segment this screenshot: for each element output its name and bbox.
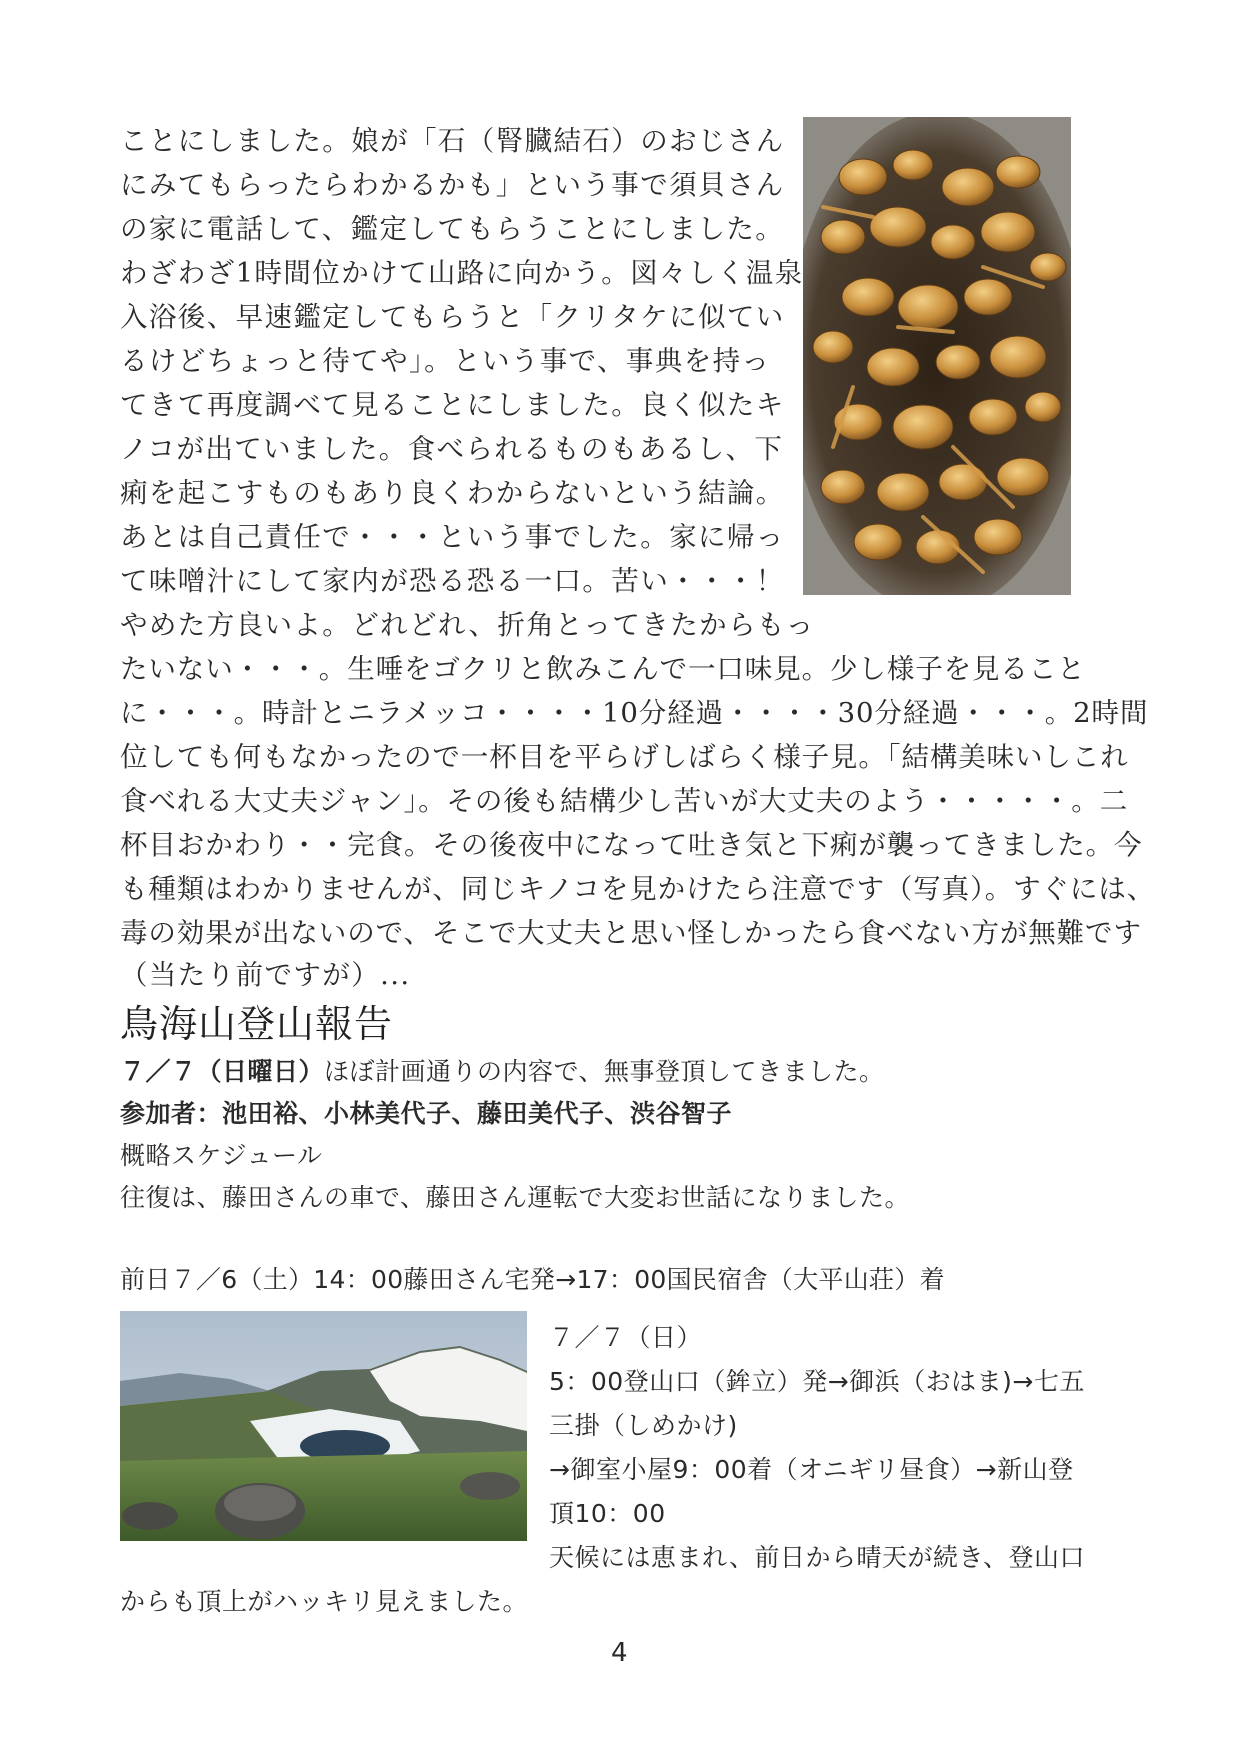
- story-line: て味噌汁にして家内が恐る恐る一口。苦い・・・！: [120, 565, 785, 597]
- report-heading: 鳥海山登山報告: [120, 1002, 394, 1046]
- story-line: にみてもらったらわかるかも」という事で須貝さん: [120, 169, 785, 201]
- story-line: 杯目おかわり・・完食。その後夜中になって吐き気と下痢が襲ってきました。今: [120, 829, 1143, 861]
- story-line: ノコが出ていました。食べられるものもあるし、下: [120, 433, 784, 465]
- story-line: たいない・・・。生唾をゴクリと飲みこんで一口味見。少し様子を見ること: [120, 653, 1086, 685]
- participants: 参加者：池田裕、小林美代子、藤田美代子、渋谷智子: [120, 1099, 733, 1128]
- transport-note: 往復は、藤田さんの車で、藤田さん運転で大変お世話になりました。: [120, 1183, 911, 1212]
- story-line: 痢を起こすものもあり良くわからないという結論。: [120, 477, 785, 509]
- story-line: 位しても何もなかったので一杯目を平らげしばらく様子見。「結構美味いしこれ: [120, 741, 1129, 773]
- mushroom-bowl-image: [803, 117, 1071, 595]
- page-number: 4: [611, 1638, 628, 1668]
- story-line: 食べれる大丈夫ジャン」。その後も結構少し苦いが大丈夫のよう・・・・・。二: [120, 785, 1129, 817]
- day-schedule-line: →御室小屋9：00着（オニギリ昼食）→新山登: [549, 1455, 1074, 1484]
- day-schedule-line: 5：00登山口（鉾立）発→御浜（おはま)→七五: [549, 1367, 1085, 1396]
- mountain-crater-lake-photo: [120, 1311, 527, 1541]
- story-line: わざわざ1時間位かけて山路に向かう。図々しく温泉: [120, 257, 804, 289]
- previous-day-schedule: 前日７／6（土）14：00藤田さん宅発→17：00国民宿舎（大平山荘）着: [120, 1265, 945, 1294]
- story-line: るけどちょっと待てや」。という事で、事典を持っ: [120, 345, 771, 377]
- story-line: （当たり前ですが）...: [120, 959, 411, 991]
- story-line: てきて再度調べて見ることにしました。良く似たキ: [120, 389, 785, 421]
- day-schedule-line: からも頂上がハッキリ見えました。: [120, 1587, 529, 1616]
- story-line: に・・・。時計とニラメッコ・・・・10分経過・・・・30分経過・・・。2時間: [120, 697, 1149, 729]
- story-line: 毒の効果が出ないので、そこで大丈夫と思い怪しかったら食べない方が無難です: [120, 917, 1142, 949]
- story-line: あとは自己責任で・・・という事でした。家に帰っ: [120, 521, 785, 553]
- story-line: の家に電話して、鑑定してもらうことにしました。: [120, 213, 785, 245]
- report-date-line: [120, 1052, 885, 1088]
- day-schedule-line: 頂10：00: [549, 1499, 666, 1528]
- story-line: も種類はわかりませんが、同じキノコを見かけたら注意です（写真）。すぐには、: [120, 873, 1156, 905]
- story-line: 入浴後、早速鑑定してもらうと「クリタケに似てい: [120, 301, 785, 333]
- story-line: やめた方良いよ。どれどれ、折角とってきたからもっ: [120, 609, 815, 641]
- day-schedule-line: ７／７（日）: [549, 1323, 703, 1352]
- report-date: ７／７（日曜日）: [120, 1057, 325, 1086]
- story-line: ことにしました。娘が「石（腎臓結石）のおじさん: [120, 125, 785, 157]
- report-summary: ほぼ計画通りの内容で、無事登頂してきました。: [324, 1057, 885, 1086]
- mushroom-bowl-photo: [803, 117, 1071, 595]
- day-schedule-line: 三掛（しめかけ): [549, 1411, 738, 1440]
- day-schedule-line: 天候には恵まれ、前日から晴天が続き、登山口: [549, 1543, 1086, 1572]
- schedule-label: 概略スケジュール: [120, 1141, 323, 1170]
- mountain-landscape-image: [120, 1311, 527, 1541]
